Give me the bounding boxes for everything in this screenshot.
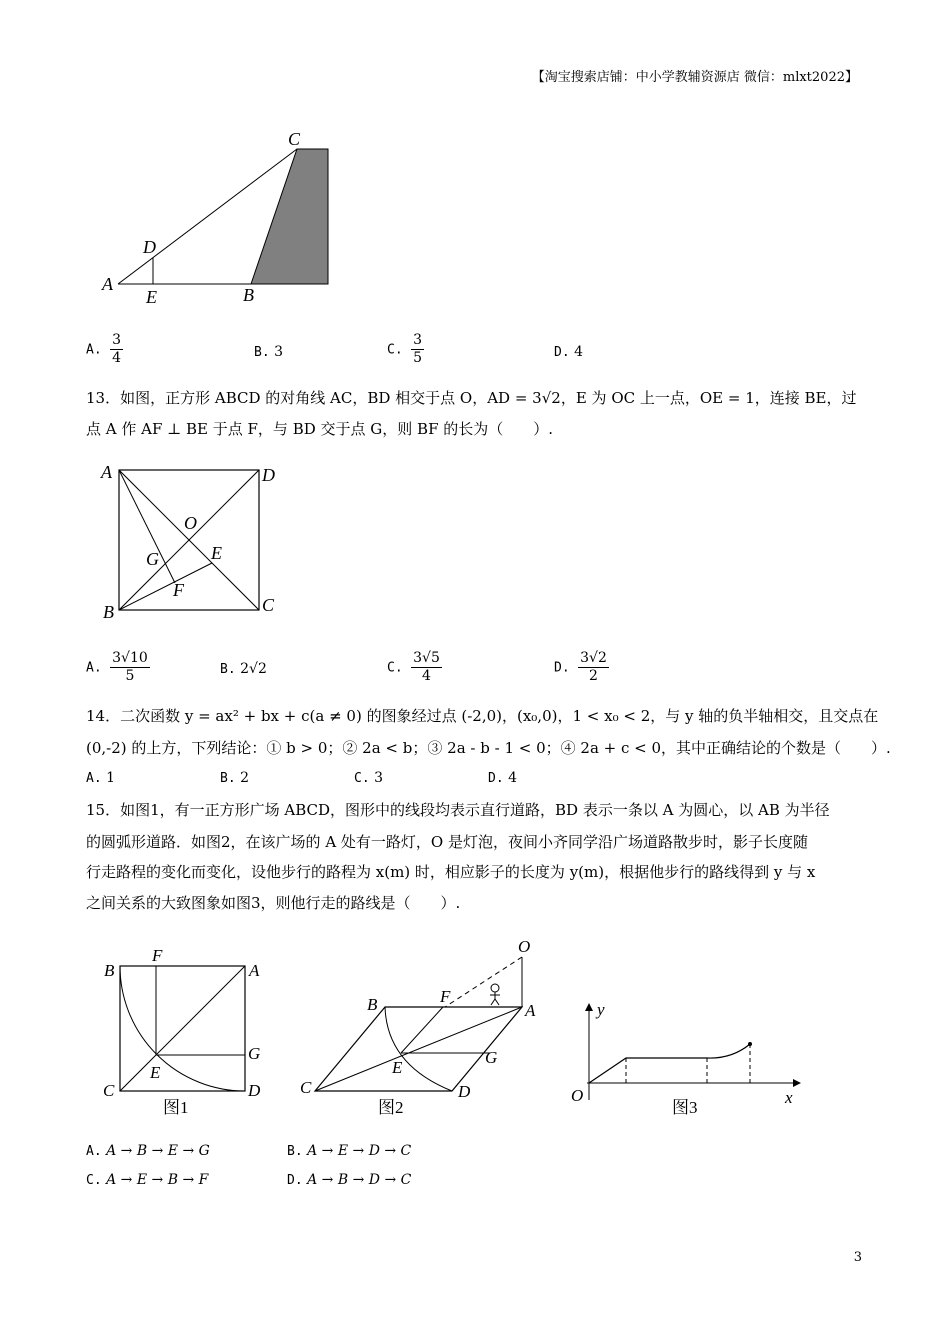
- q13-option-b[interactable]: [220, 661, 267, 677]
- page-number: 3: [853, 1250, 862, 1265]
- fig3-label-o: O: [571, 1086, 584, 1105]
- q15-text-line2: 的圆弧形道路．如图2，在该广场的 A 处有一路灯，O 是灯泡，夜间小齐同学沿广场道路散步时，影子长度随: [86, 833, 808, 851]
- option-label: D.: [287, 1173, 303, 1188]
- numerator: 3√10: [112, 650, 148, 666]
- option-label: D.: [554, 660, 570, 676]
- q13-figure: [95, 458, 295, 623]
- option-text: 3: [374, 770, 384, 786]
- fig1-label-g: G: [248, 1044, 261, 1063]
- fig1-label-d: D: [248, 1081, 261, 1100]
- q14-option-a[interactable]: [86, 770, 115, 786]
- fig1-label-e: E: [150, 1063, 161, 1082]
- option-label: C.: [387, 660, 403, 676]
- option-label: B.: [220, 771, 236, 786]
- q15-option-c[interactable]: [86, 1172, 208, 1188]
- q12-option-c[interactable]: [387, 332, 424, 367]
- denominator: 5: [125, 668, 135, 684]
- q15-fig2: [300, 937, 536, 1117]
- fraction: [411, 332, 424, 367]
- q13-label-f: F: [173, 580, 184, 600]
- fig2-light-ray: [445, 957, 522, 1007]
- fraction: [110, 650, 150, 685]
- q13-label-b: B: [103, 602, 114, 622]
- q15-text-line1: 15．如图1，有一正方形广场 ABCD，图形中的线段均表示直行道路，BD 表示一条以 A 为圆心，以 AB 为半径: [86, 801, 830, 819]
- numerator: 3√5: [413, 650, 440, 666]
- fig3-graph-curve: [707, 1044, 750, 1058]
- option-label: C.: [86, 1173, 102, 1188]
- q12-label-d: D: [143, 237, 156, 257]
- fig3-caption: 图3: [672, 1098, 698, 1117]
- fig1-label-f: F: [152, 946, 163, 965]
- q15-text-line4: 之间关系的大致图象如图3，则他行走的路线是（ ）.: [86, 894, 461, 912]
- fig2-label-c: C: [300, 1078, 312, 1097]
- option-label: D.: [554, 345, 570, 360]
- fraction: [578, 650, 609, 685]
- q13-label-c: C: [262, 595, 275, 615]
- q15-fig1: [103, 946, 261, 1117]
- q13-option-d[interactable]: [554, 650, 609, 685]
- q15-figures: [95, 935, 825, 1125]
- fraction: [110, 332, 123, 367]
- fig1-diagonal-ac: [120, 966, 245, 1091]
- q13-line-be: [119, 563, 212, 610]
- numerator: 3: [413, 332, 423, 348]
- q15-fig3: [571, 1000, 801, 1117]
- q13-label-e: E: [211, 543, 222, 563]
- fig1-label-a: A: [249, 961, 260, 980]
- fig2-label-a: A: [525, 1001, 536, 1020]
- fig2-label-o: O: [518, 937, 531, 956]
- q13-text-line1: 13．如图，正方形 ABCD 的对角线 AC，BD 相交于点 O，AD = 3√2，E 为 OC 上一点，OE = 1，连接 BE，过: [86, 389, 857, 407]
- fig1-caption: 图1: [163, 1098, 189, 1117]
- fig2-line-fe: [401, 1007, 443, 1053]
- fraction: [411, 650, 442, 685]
- q13-option-c[interactable]: [387, 650, 442, 685]
- option-label: C.: [354, 771, 370, 786]
- fig3-y-arrow: [585, 1003, 593, 1011]
- option-text: 4: [574, 344, 584, 360]
- q13-option-a[interactable]: [86, 650, 150, 685]
- q12-label-c: C: [288, 129, 301, 149]
- q14-option-b[interactable]: [220, 770, 249, 786]
- numerator: 3√2: [580, 650, 607, 666]
- numerator: 3: [112, 332, 122, 348]
- q15-option-d[interactable]: [287, 1172, 411, 1188]
- q12-label-a: A: [102, 274, 113, 294]
- option-label: A.: [86, 771, 102, 786]
- option-label: B.: [287, 1144, 303, 1159]
- option-label: B.: [220, 662, 236, 677]
- q12-figure: [95, 125, 345, 310]
- fig3-x-arrow: [793, 1079, 801, 1087]
- q13-label-o: O: [184, 513, 197, 533]
- fig1-label-c: C: [103, 1081, 115, 1100]
- option-label: B.: [254, 345, 270, 360]
- option-text: A → E → B → F: [106, 1172, 209, 1188]
- option-label: A.: [86, 660, 102, 676]
- option-text: A → E → D → C: [307, 1143, 412, 1159]
- fig3-label-y: y: [597, 1000, 605, 1019]
- q13-text-line2: 点 A 作 AF ⊥ BE 于点 F，与 BD 交于点 G，则 BF 的长为（ ）.: [86, 420, 554, 438]
- q14-text-line2: (0,-2) 的上方，下列结论：① b > 0；② 2a < b；③ 2a - b - 1 < 0；④ 2a + c < 0，其中正确结论的个数是（ ）.: [86, 739, 891, 757]
- option-text: 2: [240, 770, 250, 786]
- fig2-label-d: D: [458, 1082, 471, 1101]
- q12-label-e: E: [146, 287, 157, 307]
- option-label: C.: [387, 342, 403, 358]
- fig3-label-x: x: [785, 1088, 793, 1107]
- page-header: 【淘宝搜索店铺：中小学教辅资源店 微信：mlxt2022】: [531, 70, 858, 85]
- option-text: A → B → D → C: [307, 1172, 412, 1188]
- fig2-label-e: E: [392, 1058, 403, 1077]
- q13-label-d: D: [262, 465, 275, 485]
- q12-shaded-region: [251, 149, 328, 284]
- denominator: 4: [112, 350, 122, 366]
- q12-label-b: B: [243, 285, 254, 305]
- q12-option-d[interactable]: [554, 344, 583, 360]
- q15-option-a[interactable]: [86, 1143, 210, 1159]
- option-label: A.: [86, 1144, 102, 1159]
- fig2-label-f: F: [440, 987, 451, 1006]
- option-text: 4: [508, 770, 518, 786]
- fig1-label-b: B: [104, 961, 115, 980]
- fig2-label-g: G: [485, 1048, 498, 1067]
- fig3-graph-line: [589, 1058, 707, 1083]
- fig2-caption: 图2: [378, 1098, 404, 1117]
- q13-label-g: G: [146, 549, 159, 569]
- fig2-label-b: B: [367, 995, 378, 1014]
- q14-option-d[interactable]: [488, 770, 517, 786]
- option-label: D.: [488, 771, 504, 786]
- q15-text-line3: 行走路程的变化而变化，设他步行的路程为 x(m) 时，相应影子的长度为 y(m)，根据他步行的路线得到 y 与 x: [86, 863, 816, 881]
- q12-option-b[interactable]: [254, 344, 283, 360]
- q13-label-a: A: [101, 462, 112, 482]
- q14-text-line1: 14．二次函数 y = ax² + bx + c(a ≠ 0) 的图象经过点 (-2,0)，(x₀,0)，1 < x₀ < 2，与 y 轴的负半轴相交，且交点在: [86, 707, 879, 725]
- option-label: A.: [86, 342, 102, 358]
- option-text: 1: [106, 770, 116, 786]
- q15-option-b[interactable]: [287, 1143, 411, 1159]
- option-text: 3: [274, 344, 284, 360]
- option-text: A → B → E → G: [106, 1143, 210, 1159]
- denominator: 5: [413, 350, 423, 366]
- denominator: 2: [589, 668, 598, 684]
- option-text: 2√2: [240, 661, 267, 677]
- denominator: 4: [422, 668, 431, 684]
- q14-option-c[interactable]: [354, 770, 383, 786]
- q12-option-a[interactable]: [86, 332, 123, 367]
- walker-icon: [490, 984, 500, 1005]
